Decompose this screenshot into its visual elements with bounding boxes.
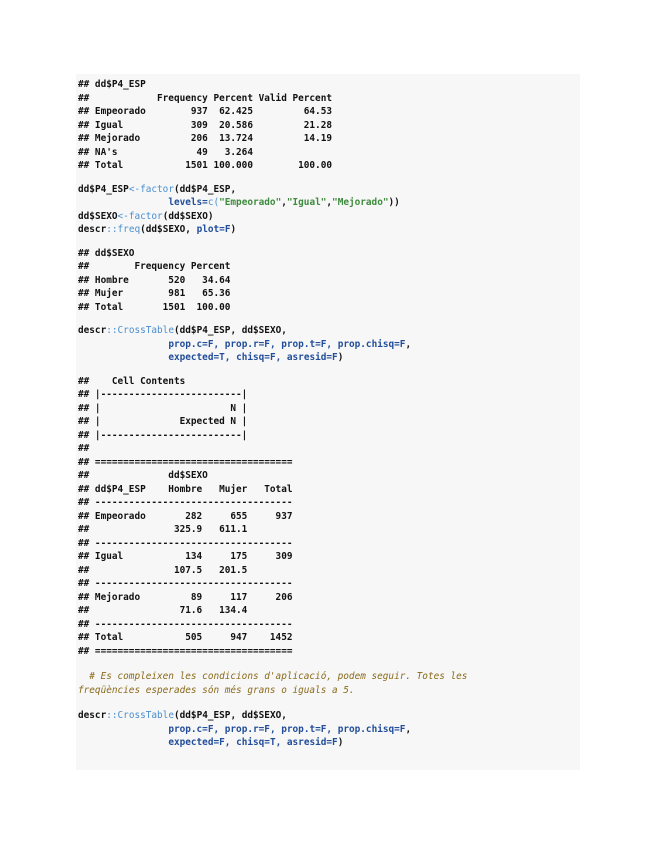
output-line: ## Igual 309 20.586 21.28 bbox=[78, 119, 332, 131]
output-line: ## | Expected N | bbox=[78, 416, 248, 427]
code-line bbox=[78, 196, 578, 210]
code-line bbox=[78, 351, 578, 365]
code-token: factor bbox=[128, 210, 163, 222]
code-line bbox=[78, 183, 578, 197]
output-line: ## dd$P4_ESP Hombre Mujer Total bbox=[78, 483, 293, 495]
code-comment bbox=[78, 670, 578, 697]
output-line: ## ----------------------------------- bbox=[78, 618, 293, 630]
code-token: , bbox=[185, 224, 197, 235]
output-line: ## Frequency Percent bbox=[78, 261, 231, 272]
comment-line: freqüències esperades són més grans o iguals a 5. bbox=[78, 684, 355, 696]
code-token: dd bbox=[78, 183, 90, 195]
code-token: , bbox=[326, 197, 333, 208]
code-token: , bbox=[281, 325, 287, 336]
code-token: F bbox=[332, 737, 338, 748]
output-crosstable bbox=[78, 375, 578, 659]
comment-line: # Es compleixen les condicions d'aplicació, podem seguir. Totes les bbox=[78, 671, 468, 682]
code-token: F bbox=[264, 338, 270, 350]
code-token: , prop.r= bbox=[213, 338, 265, 350]
code-token: ) bbox=[337, 737, 344, 748]
code-token: freq bbox=[117, 224, 141, 235]
code-token: :: bbox=[106, 325, 118, 336]
code-token: $SEXO bbox=[179, 210, 208, 222]
code-token: F bbox=[332, 352, 338, 363]
code-token: F bbox=[264, 723, 270, 735]
code-token: (dd bbox=[173, 710, 191, 721]
code-token: ) bbox=[337, 352, 344, 363]
output-line: ## NA's 49 3.264 bbox=[78, 146, 253, 158]
code-token: :: bbox=[106, 710, 118, 721]
code-token: T bbox=[219, 352, 225, 363]
code-token: dd bbox=[78, 210, 90, 222]
spacer bbox=[78, 697, 578, 709]
output-line: ## =================================== bbox=[78, 645, 293, 657]
code-token: <- bbox=[128, 183, 141, 195]
code-token: , prop.chisq= bbox=[326, 338, 400, 350]
output-line: ## Hombre 520 34.64 bbox=[78, 274, 231, 286]
code-token: , chisq= bbox=[224, 737, 270, 748]
spacer bbox=[78, 314, 578, 324]
code-token: F bbox=[219, 737, 225, 748]
output-line: ## ----------------------------------- bbox=[78, 578, 293, 589]
code-token: $P4_ESP bbox=[190, 183, 231, 195]
code-token: ) bbox=[230, 224, 237, 235]
output-line: ## Mejorado 206 13.724 14.19 bbox=[78, 133, 332, 144]
code-token: CrossTable bbox=[117, 710, 174, 721]
code-token: ) bbox=[207, 210, 214, 222]
code-token: prop.c= bbox=[168, 338, 208, 350]
output-line: ## |-------------------------| bbox=[78, 389, 248, 400]
code-token: "Igual" bbox=[286, 197, 327, 208]
code-token: , bbox=[281, 710, 287, 721]
code-token: F bbox=[399, 723, 406, 735]
output-line: ## dd$P4_ESP bbox=[78, 79, 146, 90]
spacer bbox=[78, 365, 578, 375]
code-crosstable-expected bbox=[78, 324, 578, 365]
code-token: (dd bbox=[140, 224, 158, 235]
code-token: , bbox=[230, 183, 237, 195]
output-line: ## ----------------------------------- bbox=[78, 537, 293, 549]
code-token: , dd bbox=[230, 710, 254, 721]
code-token: $P4_ESP bbox=[190, 710, 231, 721]
code-token: , bbox=[405, 338, 412, 350]
code-token: , bbox=[281, 197, 287, 208]
code-token: c( bbox=[207, 197, 220, 208]
code-token: expected= bbox=[168, 352, 220, 363]
code-token: , bbox=[405, 723, 412, 735]
code-token bbox=[78, 737, 168, 748]
code-token: CrossTable bbox=[117, 325, 174, 336]
output-line: ## Total 1501 100.00 bbox=[78, 301, 231, 313]
output-freq-p4esp bbox=[78, 78, 578, 173]
output-line: ## ----------------------------------- bbox=[78, 497, 293, 508]
output-line: ## 107.5 201.5 bbox=[78, 564, 248, 576]
code-token: prop.c= bbox=[168, 723, 208, 735]
output-line: ## Empeorado 937 62.425 64.53 bbox=[78, 106, 332, 117]
code-token: , prop.t= bbox=[269, 338, 321, 350]
code-token bbox=[78, 352, 168, 363]
code-token: $P4_ESP bbox=[89, 183, 129, 195]
r-markdown-content bbox=[78, 78, 578, 750]
code-token: descr bbox=[78, 325, 107, 336]
spacer bbox=[78, 237, 578, 247]
output-line: ## Mejorado 89 117 206 bbox=[78, 591, 293, 603]
code-token: :: bbox=[106, 224, 118, 235]
code-token: , chisq= bbox=[224, 352, 270, 363]
code-line bbox=[78, 324, 578, 338]
code-token: <- bbox=[117, 210, 129, 222]
code-token: F bbox=[224, 224, 231, 235]
code-token: descr bbox=[78, 224, 107, 235]
code-token: , asresid= bbox=[275, 737, 333, 748]
code-token: , prop.chisq= bbox=[326, 723, 400, 735]
code-token: $P4_ESP bbox=[190, 325, 231, 336]
code-token: F bbox=[399, 338, 406, 350]
code-token: descr bbox=[78, 710, 107, 721]
code-token: , dd bbox=[230, 325, 254, 336]
code-token: , asresid= bbox=[275, 352, 333, 363]
code-token: "Mejorado" bbox=[332, 197, 389, 208]
code-token: F bbox=[269, 352, 276, 363]
code-line bbox=[78, 709, 578, 723]
code-token: , prop.t= bbox=[269, 723, 321, 735]
code-line bbox=[78, 736, 578, 750]
code-line bbox=[78, 223, 578, 237]
spacer bbox=[78, 658, 578, 670]
code-token: levels= bbox=[168, 197, 208, 208]
output-line: ## 325.9 611.1 bbox=[78, 524, 248, 535]
output-line: ## | N | bbox=[78, 402, 248, 414]
code-token: T bbox=[269, 737, 276, 748]
output-line: ## =================================== bbox=[78, 456, 293, 468]
code-token: F bbox=[320, 338, 327, 350]
code-token: $SEXO bbox=[157, 224, 186, 235]
code-token: (dd bbox=[173, 183, 191, 195]
output-line: ## 71.6 134.4 bbox=[78, 605, 248, 616]
code-token bbox=[78, 197, 168, 208]
code-line bbox=[78, 723, 578, 737]
code-token: plot= bbox=[196, 224, 225, 235]
output-line: ## dd$SEXO bbox=[78, 247, 135, 259]
code-token: F bbox=[207, 723, 214, 735]
code-line bbox=[78, 338, 578, 352]
output-line: ## Total 505 947 1452 bbox=[78, 632, 293, 643]
code-factor-freq bbox=[78, 183, 578, 237]
code-token: "Empeorado" bbox=[219, 197, 282, 208]
output-line: ## Frequency Percent Valid Percent bbox=[78, 92, 332, 104]
code-token: $SEXO bbox=[89, 210, 118, 222]
code-crosstable-chisq bbox=[78, 709, 578, 750]
code-token: $SEXO bbox=[253, 325, 282, 336]
output-line: ## Igual 134 175 309 bbox=[78, 551, 293, 562]
code-token: )) bbox=[388, 197, 400, 208]
code-token: factor bbox=[140, 183, 174, 195]
output-line: ## Cell Contents bbox=[78, 375, 186, 387]
code-token: F bbox=[207, 338, 214, 350]
code-line bbox=[78, 210, 578, 224]
code-token: F bbox=[320, 723, 327, 735]
output-line: ## bbox=[78, 443, 90, 454]
code-token: (dd bbox=[162, 210, 180, 222]
spacer bbox=[78, 173, 578, 183]
output-freq-sexo bbox=[78, 247, 578, 315]
code-token: expected= bbox=[168, 737, 220, 748]
output-line: ## Empeorado 282 655 937 bbox=[78, 510, 293, 522]
code-token bbox=[78, 724, 168, 735]
output-line: ## Mujer 981 65.36 bbox=[78, 288, 231, 299]
output-line: ## |-------------------------| bbox=[78, 429, 248, 441]
code-token: (dd bbox=[173, 325, 191, 336]
code-token: $SEXO bbox=[253, 710, 282, 721]
output-line: ## Total 1501 100.000 100.00 bbox=[78, 160, 332, 171]
output-line: ## dd$SEXO bbox=[78, 470, 208, 481]
code-token bbox=[78, 339, 168, 350]
code-token: , prop.r= bbox=[213, 723, 265, 735]
